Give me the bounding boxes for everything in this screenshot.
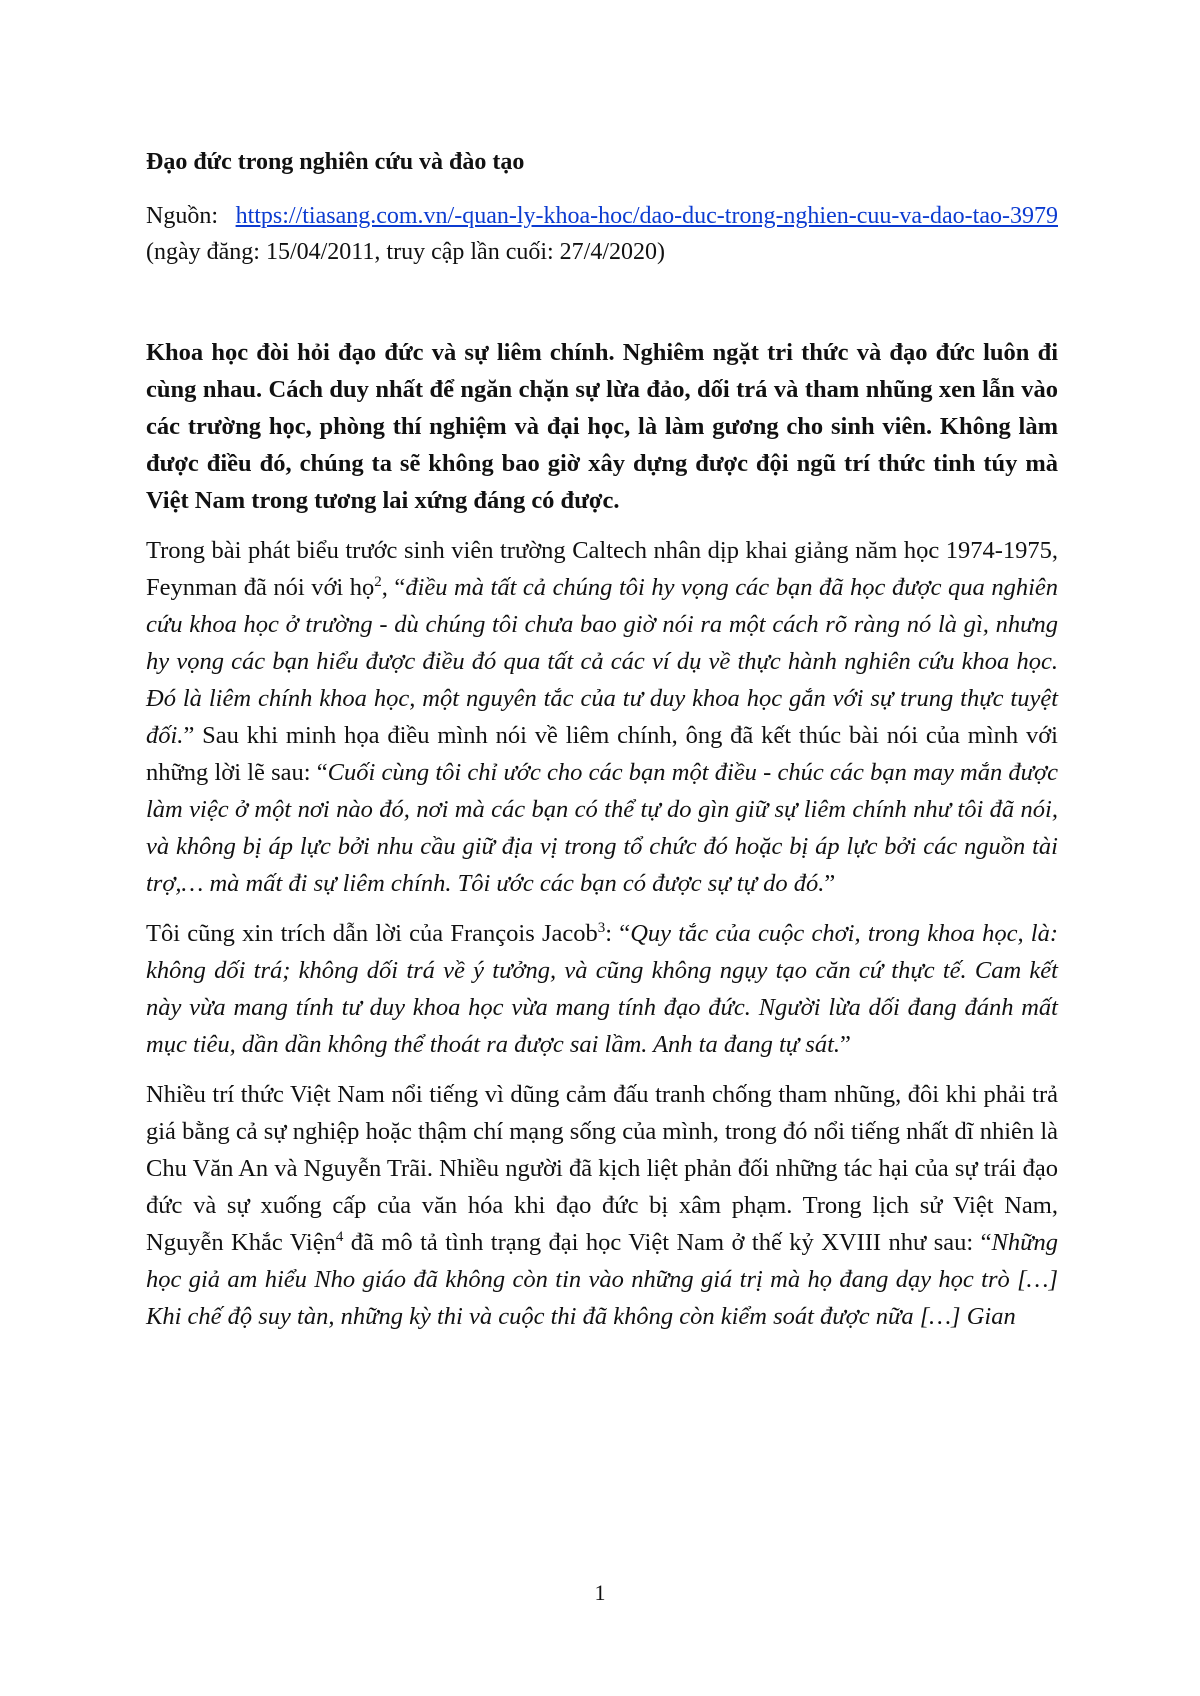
- page-number: 1: [594, 1580, 606, 1605]
- footnote-ref[interactable]: 3: [597, 919, 606, 936]
- quote-text: điều mà tất cả chúng tôi hy vọng các bạn đã học được qua nghiên cứu khoa học ở trường - dù chúng tôi chưa bao giờ nói ra một cách rõ ràng nó là gì, nhưng hy vọng các bạn hiểu được điều đó qua tất cả các ví dụ về thực hành nghiên cứu khoa học. Đó là liêm chính khoa học, một nguyên tắc của tư duy khoa học gắn với sự trung thực tuyệt đối.: [146, 574, 1059, 749]
- paragraph-text: ”: [824, 870, 836, 897]
- paragraph-text: ”: [840, 1031, 851, 1058]
- document-page: [146, 144, 1058, 1348]
- source-link[interactable]: https://tiasang.com.vn/-quan-ly-khoa-hoc/dao-duc-trong-nghien-cuu-va-dao-tao-3979: [235, 203, 1058, 229]
- paragraph-text: Nhiều trí thức Việt Nam nổi tiếng vì dũng cảm đấu tranh chống tham nhũng, đôi khi phải trả giá bằng cả sự nghiệp hoặc thậm chí mạng sống của mình, trong đó nổi tiếng nhất dĩ nhiên là Chu Văn An và Nguyễn Trãi. Nhiều người đã kịch liệt phản đối những tác hại của sự trái đạo đức và sự xuống cấp của văn hóa khi đạo đức bị xâm phạm. Trong lịch sử Việt Nam, Nguyễn Khắc Viện: [146, 1081, 1058, 1256]
- quote-text: Cuối cùng tôi chỉ ước cho các bạn một điều - chúc các bạn may mắn được làm việc ở một nơi nào đó, nơi mà các bạn có thể tự do gìn giữ sự liêm chính như tôi đã nói, và không bị áp lực bởi nhu cầu giữ địa vị trong tổ chức đó hoặc bị áp lực bởi các nguồn tài trợ,… mà mất đi sự liêm chính. Tôi ước các bạn có được sự tự do đó.: [146, 759, 1058, 897]
- paragraph-text: ” Sau khi minh họa điều mình nói về liêm chính, ông đã kết thúc bài nói của mình với những lời lẽ sau: “: [146, 722, 1058, 786]
- paragraph-text: đã mô tả tình trạng đại học Việt Nam ở thế kỷ XVIII như sau: “: [343, 1229, 992, 1256]
- paragraph-text: Tôi cũng xin trích dẫn lời của François Jacob: [146, 920, 598, 947]
- quote-text: Những học giả am hiểu Nho giáo đã không còn tin vào những giá trị mà họ đang dạy học trò […] Khi chế độ suy tàn, những kỳ thi và cuộc thi đã không còn kiểm soát được nữa […] Gian: [146, 1229, 1058, 1330]
- paragraph-feynman: [146, 532, 1058, 902]
- source-dates: (ngày đăng: 15/04/2011, truy cập lần cuối: 27/4/2020): [146, 239, 666, 265]
- paragraph-jacob: [146, 915, 1058, 1063]
- document-title: Đạo đức trong nghiên cứu và đào tạo: [146, 149, 525, 175]
- paragraph-text: , “: [381, 574, 406, 601]
- paragraph-text: : “: [605, 920, 631, 947]
- source-line: [146, 198, 1058, 270]
- source-label: Nguồn:: [146, 203, 236, 229]
- paragraph-text: Trong bài phát biểu trước sinh viên trường Caltech nhân dịp khai giảng năm học 1974-1975, Feynman đã nói với họ: [146, 537, 1058, 601]
- lead-paragraph: Khoa học đòi hỏi đạo đức và sự liêm chính. Nghiêm ngặt tri thức và đạo đức luôn đi cùng nhau. Cách duy nhất để ngăn chặn sự lừa đảo, dối trá và tham nhũng xen lẫn vào các trường học, phòng thí nghiệm và đại học, là làm gương cho sinh viên. Không làm được điều đó, chúng ta sẽ không bao giờ xây dựng được đội ngũ trí thức tinh túy mà Việt Nam trong tương lai xứng đáng có được.: [146, 339, 1058, 514]
- footnote-ref[interactable]: 2: [374, 573, 382, 590]
- footnote-ref[interactable]: 4: [335, 1228, 344, 1245]
- quote-text: Quy tắc của cuộc chơi, trong khoa học, là: không dối trá; không dối trá về ý tưởng, và cũng không ngụy tạo căn cứ thực tế. Cam kết này vừa mang tính tư duy khoa học vừa mang tính đạo đức. Người lừa dối đang đánh mất mục tiêu, dần dần không thể thoát ra được sai lầm. Anh ta đang tự sát.: [146, 920, 1059, 1058]
- paragraph-vietnam: [146, 1076, 1058, 1335]
